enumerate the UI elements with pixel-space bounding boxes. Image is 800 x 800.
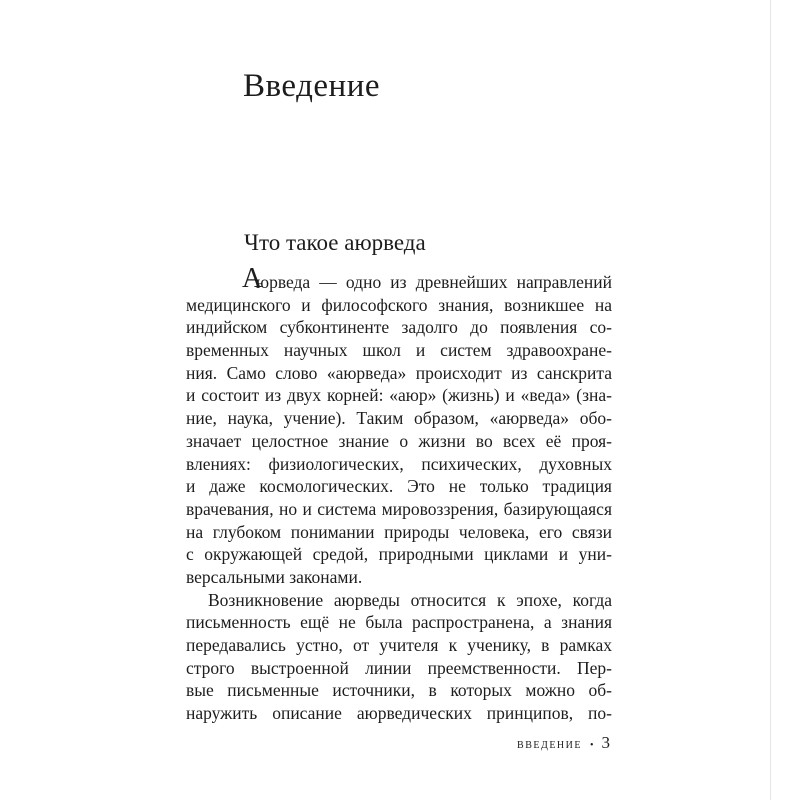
text-line: и состоит из двух корней: «аюр» (жизнь) и «веда» (зна- [186, 385, 612, 406]
text-line: ния. Само слово «аюрведа» происходит из санскрита [186, 362, 612, 383]
text-line: и даже космологических. Это не только традиция [186, 476, 612, 497]
text-line: версальными законами. [186, 566, 363, 587]
text-line: наружить описание аюрведических принципов, по- [186, 703, 612, 724]
text-line: с окружающей средой, природными циклами и уни- [186, 544, 612, 565]
paragraph-first-line: Возникновение аюрведы относится к эпохе, когда [208, 589, 612, 610]
section-title: Что такое аюрведа [244, 230, 426, 255]
text-line: строго выстроенной линии преемственности. Пер- [186, 657, 612, 678]
running-head: ВВЕДЕНИЕ [517, 740, 582, 751]
text-line: письменность ещё не была распространена, а знания [186, 612, 612, 633]
paragraph-first-line [186, 263, 612, 294]
text-line: индийском субконтиненте задолго до появления со- [186, 317, 612, 338]
drop-cap: А [242, 263, 263, 294]
page-edge-line [770, 0, 771, 800]
text-line: передавались устно, от учителя к ученику, в рамках [186, 635, 612, 655]
body-text [186, 263, 612, 725]
footer-separator: • [589, 740, 594, 751]
chapter-title: Введение [243, 68, 381, 104]
first-line-text: юрведа — одно из древнейших направлений [256, 272, 612, 292]
text-line: врачевания, но и система мировоззрения, базирующаяся [186, 498, 612, 519]
page-footer [517, 733, 610, 753]
text-line: ние, наука, учение). Таким образом, «аюрведа» обо- [186, 408, 612, 429]
text-line: вые письменные источники, в которых можно об- [186, 680, 612, 701]
text-line: влениях: физиологических, психических, духовных [186, 453, 612, 474]
text-line: медицинского и философского знания, возникшее на [186, 294, 612, 315]
page-number: 3 [601, 733, 610, 752]
text-line: значает целостное знание о жизни во всех её проя- [186, 430, 612, 451]
text-line: временных научных школ и систем здравоохране- [186, 340, 612, 361]
text-line: на глубоком понимании природы человека, его связи [186, 521, 612, 542]
